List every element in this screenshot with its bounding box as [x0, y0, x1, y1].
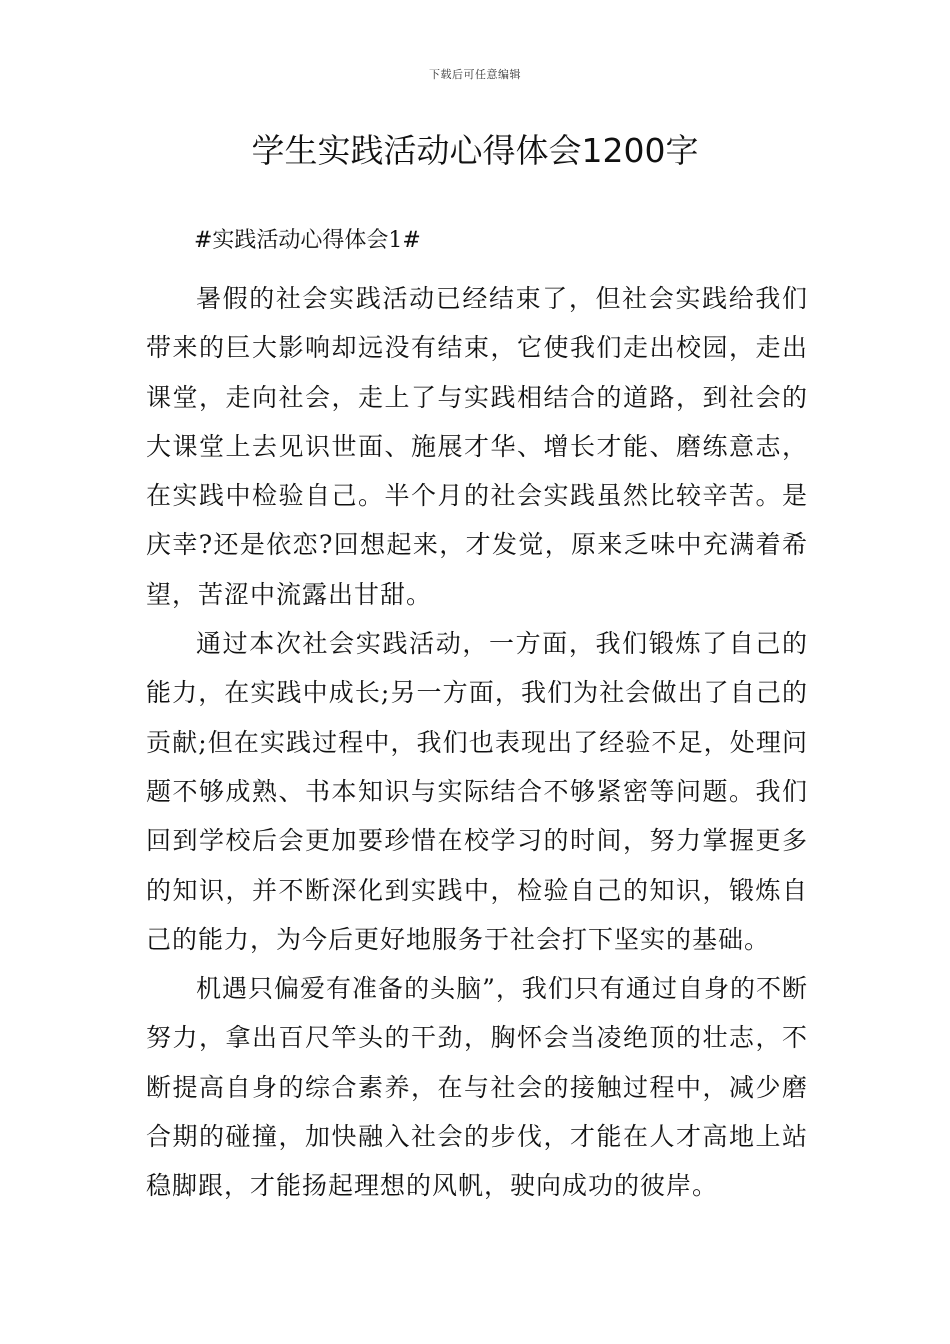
document-body — [146, 226, 808, 1211]
paragraph-1: 暑假的社会实践活动已经结束了，但社会实践给我们带来的巨大影响却远没有结束，它使我们走出校园，走出课堂，走向社会，走上了与实践相结合的道路，到社会的大课堂上去见识世面、施展才华、增长才能、磨练意志，在实践中检验自己。半个月的社会实践虽然比较辛苦。是庆幸?还是依恋?回想起来，才发觉，原来乏味中充满着希望，苦涩中流露出甘甜。 — [146, 284, 808, 609]
section-heading: #实践活动心得体会1# — [194, 228, 421, 253]
page-title: 学生实践活动心得体会1200字 — [251, 131, 699, 170]
header-note: 下载后可任意编辑 — [429, 68, 521, 81]
paragraph-3: 机遇只偏爱有准备的头脑”，我们只有通过自身的不断努力，拿出百尺竿头的干劲，胸怀会当凌绝顶的壮志，不断提高自身的综合素养，在与社会的接触过程中，减少磨合期的碰撞，加快融入社会的步伐，才能在人才高地上站稳脚跟，才能扬起理想的风帆，驶向成功的彼岸。 — [146, 974, 808, 1201]
paragraph-2: 通过本次社会实践活动，一方面，我们锻炼了自己的能力，在实践中成长;另一方面，我们为社会做出了自己的贡献;但在实践过程中，我们也表现出了经验不足，处理问题不够成熟、书本知识与实际结合不够紧密等问题。我们回到学校后会更加要珍惜在校学习的时间，努力掌握更多的知识，并不断深化到实践中，检验自己的知识，锻炼自己的能力，为今后更好地服务于社会打下坚实的基础。 — [146, 629, 808, 954]
